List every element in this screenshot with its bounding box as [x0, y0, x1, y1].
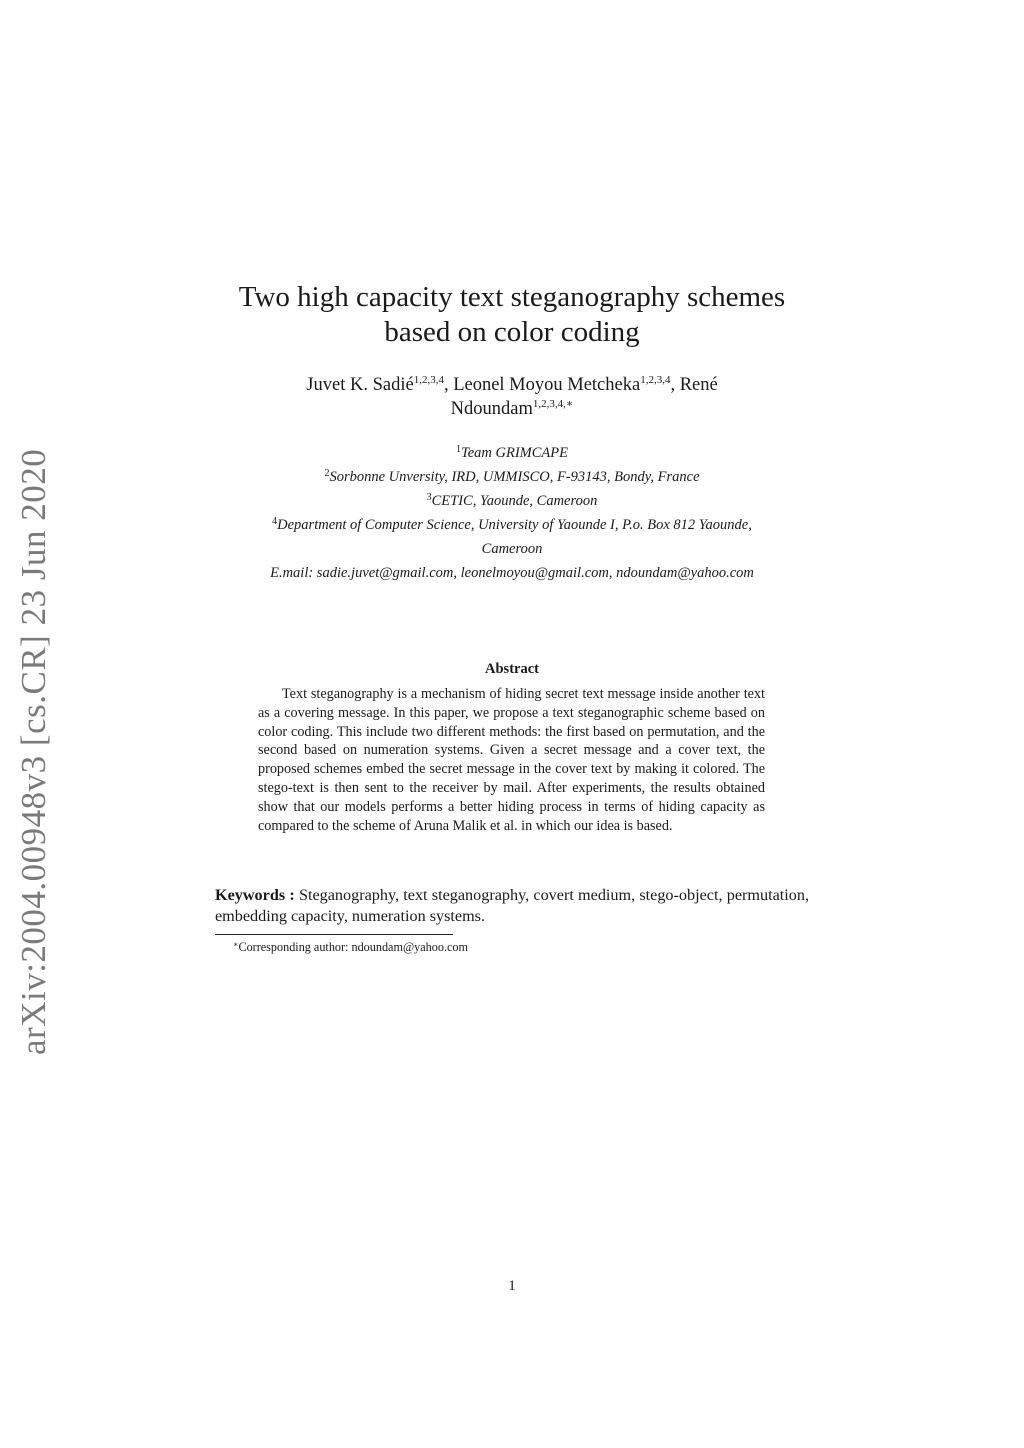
- footnote-divider: [215, 934, 453, 935]
- author-name-3-last: Ndoundam: [450, 399, 533, 419]
- affiliation-sup: 2: [324, 468, 330, 479]
- abstract-body: Text steganography is a mechanism of hiding secret text message inside another text as a covering message. In this paper, we propose a text steganographic scheme based on color coding. This include two different methods: the first based on permutation, and the second based on numeration systems. Given a secret message and a cover text, the proposed schemes embed the secret message in the cover text by making it colored. The stego-text is then sent to the receiver by mail. After experiments, the results obtained show that our models performs a better hiding process in terms of hiding capacity as compared to the scheme of Aruna Malik et al. in which our idea is based.: [258, 686, 765, 834]
- footnote-text: Corresponding author: ndoundam@yahoo.com: [238, 940, 468, 954]
- page-number: 1: [508, 1278, 516, 1294]
- affiliation-2: [200, 465, 824, 489]
- author-affil-sup-1: 1,2,3,4: [413, 374, 444, 386]
- author-emails: [200, 561, 824, 585]
- paper-title-line-2: based on color coding: [384, 316, 640, 348]
- abstract-heading: Abstract: [485, 661, 539, 677]
- keywords-text: Steganography, text steganography, covert medium, stego-object, permutation, embedding capacity, numeration systems.: [215, 886, 809, 925]
- corresponding-author-footnote: [233, 939, 468, 955]
- affiliation-text: Cameroon: [481, 541, 543, 557]
- keywords-block: [215, 885, 809, 927]
- author-name-3-first: , René: [670, 375, 718, 395]
- affiliation-1: [200, 441, 824, 465]
- author-line-1: [200, 373, 824, 397]
- paper-title-line-1: Two high capacity text steganography schemes: [238, 281, 786, 313]
- footnote-mark: ∗: [233, 940, 239, 949]
- affiliation-4: [200, 513, 824, 537]
- author-line-2: [200, 397, 824, 421]
- author-affil-sup-2: 1,2,3,4: [640, 374, 671, 386]
- author-list: [200, 373, 824, 421]
- author-name-1: Juvet K. Sadié: [306, 375, 414, 395]
- affiliation-text: Department of Computer Science, University of Yaounde I, P.o. Box 812 Yaounde,: [277, 517, 752, 533]
- author-name-2: , Leonel Moyou Metcheka: [443, 375, 641, 395]
- affiliation-sup: 3: [426, 492, 432, 503]
- paper-title: [200, 280, 824, 350]
- affiliation-4-continued: [200, 537, 824, 561]
- affiliation-3: [200, 489, 824, 513]
- affiliation-text: Team GRIMCAPE: [461, 445, 568, 461]
- affiliation-sup: 1: [456, 444, 461, 455]
- email-list: E.mail: sadie.juvet@gmail.com, leonelmoyou@gmail.com, ndoundam@yahoo.com: [270, 565, 754, 581]
- author-affil-sup-3: 1,2,3,4,∗: [532, 398, 574, 410]
- arxiv-identifier-stamp: arXiv:2004.00948v3 [cs.CR] 23 Jun 2020: [14, 448, 53, 1055]
- affiliation-sup: 4: [272, 516, 278, 527]
- affiliation-text: CETIC, Yaounde, Cameroon: [431, 493, 598, 509]
- keywords-label: Keywords :: [215, 886, 295, 904]
- affiliation-text: Sorbonne Unversity, IRD, UMMISCO, F-93143, Bondy, France: [329, 469, 700, 485]
